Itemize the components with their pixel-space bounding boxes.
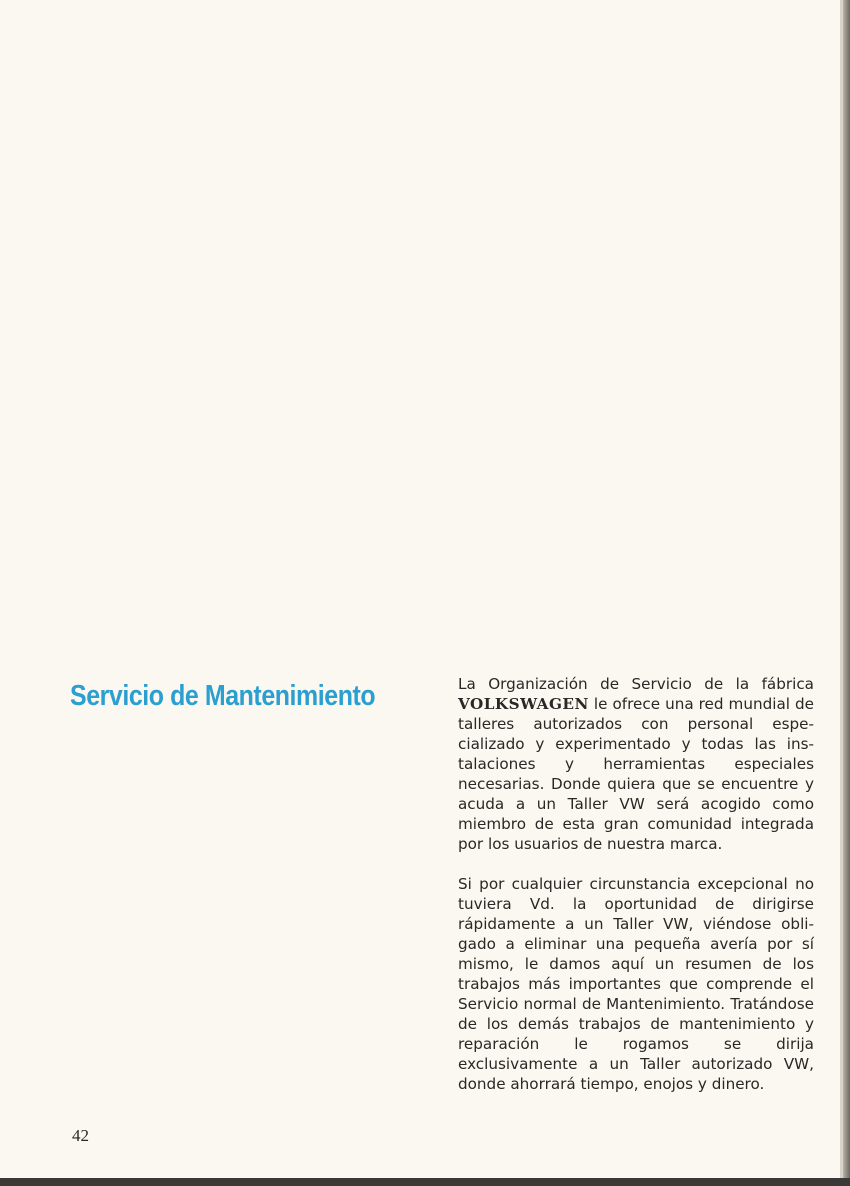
section-title: Servicio de Mantenimiento <box>70 680 376 712</box>
page-number: 42 <box>72 1126 89 1145</box>
brand-name: VOLKSWAGEN <box>458 695 589 713</box>
paragraph-1 <box>458 674 814 854</box>
paragraph-1-before: La Organización de Servicio de la fábrica <box>458 675 814 693</box>
page-edge-shadow <box>843 0 850 1186</box>
body-text <box>458 674 814 1114</box>
paragraph-1-after: le ofrece una red mundial de talleres autorizados con personal especializado y experimentado y todas las instalaciones y herramientas especiales necesarias. Donde quiera que se encuentre y acuda a un Taller VW será acogido como miembro de esta gran comunidad integrada por los usuarios de nuestra marca. <box>458 695 814 853</box>
page-bottom-shadow <box>0 1178 850 1186</box>
paragraph-2: Si por cualquier circunstancia excepcional no tuviera Vd. la oportunidad de dirigirse rápidamente a un Taller VW, viéndose obligado a eliminar una pequeña avería por sí mismo, le damos aquí un resumen de los trabajos más importantes que comprende el Servicio normal de Mantenimiento. Tratándose de los demás trabajos de mantenimiento y reparación le rogamos se dirija exclusivamente a un Taller autorizado VW, donde ahorrará tiempo, enojos y dinero. <box>458 875 814 1093</box>
